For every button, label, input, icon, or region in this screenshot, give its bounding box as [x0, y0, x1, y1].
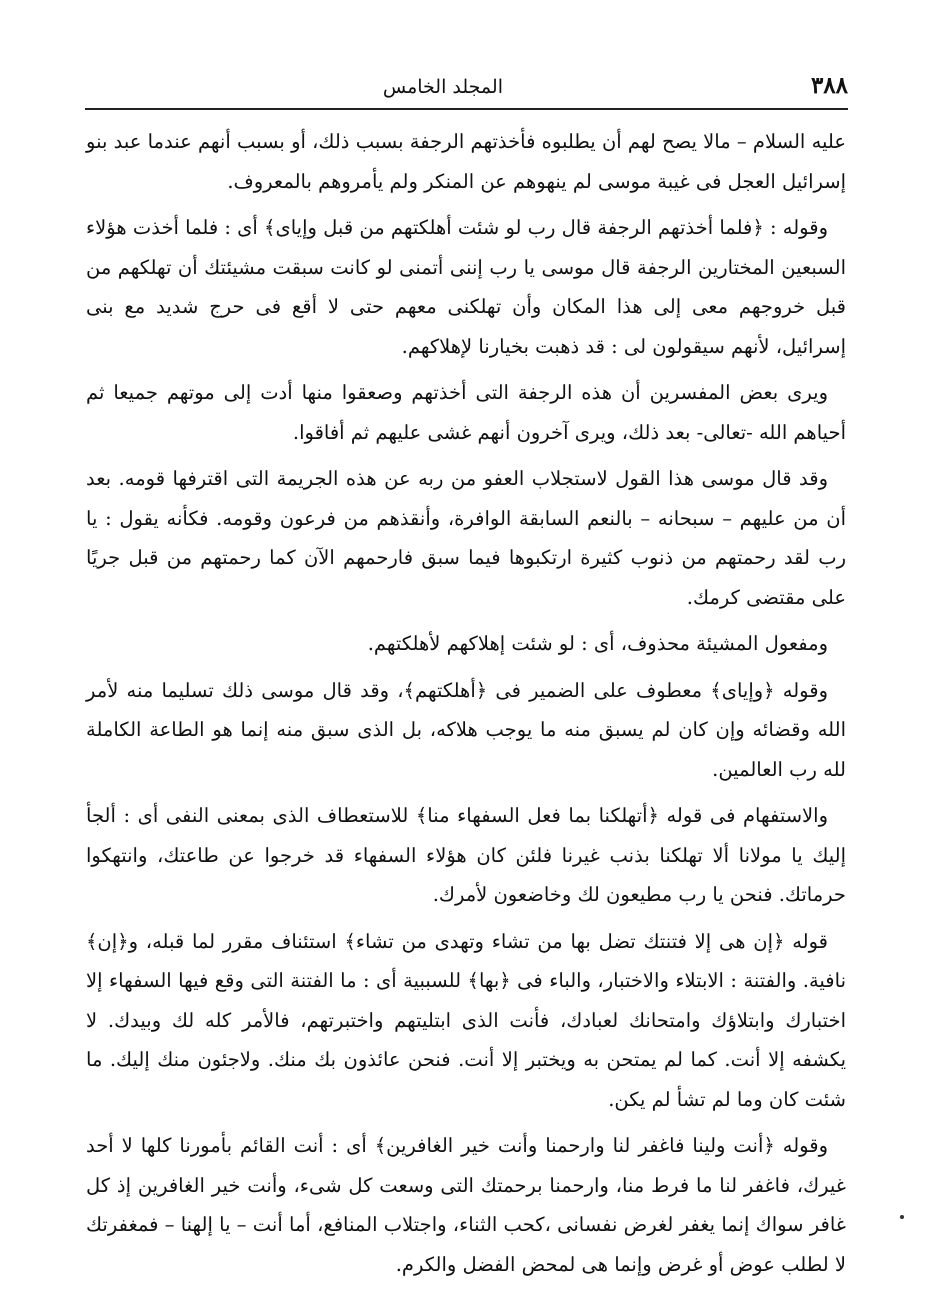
paragraph: ويرى بعض المفسرين أن هذه الرجفة التى أخذتهم وصعقوا منها أدت إلى موتهم جميعا ثم أحياهم الله -تعالى- بعد ذلك، ويرى آخرون أنهم غشى عليهم ثم أفاقوا. — [86, 381, 846, 444]
page-header — [88, 70, 848, 104]
page-body — [86, 122, 846, 1291]
paragraph: وقوله ﴿أنت ولينا فاغفر لنا وارحمنا وأنت خير الغافرين﴾ أى : أنت القائم بأمورنا كلها لا أحد غيرك، فاغفر لنا ما فرط منا، وارحمنا برحمتك التى وسعت كل شىء، وأنت خير الغافرين إذ كل غافر سواك إنما يغفر لغرض نفسانى ،كحب الثناء، واجتلاب المنافع، أما أنت – يا إلهنا – فمغفرتك لا لطلب عوض أو غرض وإنما هى لمحض الفضل والكرم. — [86, 1134, 846, 1276]
paragraph: وقوله ﴿وإياى﴾ معطوف على الضمير فى ﴿أهلكتهم﴾، وقد قال موسى ذلك تسليما منه لأمر الله وقضائه وإن كان لم يسبق منه ما يوجب هلاكه، بل الذى سبق منه إنما هو الطاعة الكاملة لله رب العالمين. — [86, 678, 846, 781]
paragraph: وقد قال موسى هذا القول لاستجلاب العفو من ربه عن هذه الجريمة التى اقترفها قومه. بعد أن من عليهم – سبحانه – بالنعم السابقة الوافرة، وأنقذهم من فرعون وقومه. فكأنه يقول : يا رب لقد رحمتهم من ذنوب كثيرة ارتكبوها فيما سبق فارحمهم الآن كما رحمتهم من قبل جريًا على مقتضى كرمك. — [86, 467, 846, 609]
margin-dot — [900, 1215, 904, 1219]
paragraph: عليه السلام – مالا يصح لهم أن يطلبوه فأخذتهم الرجفة بسبب ذلك، أو بسبب أنهم عندما عبد بنو إسرائيل العجل فى غيبة موسى لم ينهوهم عن المنكر ولم يأمروهم بالمعروف. — [86, 130, 846, 193]
paragraph: قوله ﴿إن هى إلا فتنتك تضل بها من تشاء وتهدى من تشاء﴾ استئناف مقرر لما قبله، و﴿إن﴾ نافية. والفتنة : الابتلاء والاختبار، والباء فى ﴿بها﴾ للسببية أى : ما الفتنة التى وقع فيها السفهاء إلا اختبارك وابتلاؤك وامتحانك لعبادك، فأنت الذى ابتليتهم واختبرتهم، فالأمر كله لك وبيدك. لا يكشفه إلا أنت. كما لم يمتحن به ويختبر إلا أنت. فنحن عائذون بك منك. ولاجئون منك إليك. ما شئت كان وما لم تشأ لم يكن. — [86, 929, 846, 1111]
paragraph: والاستفهام فى قوله ﴿أتهلكنا بما فعل السفهاء منا﴾ للاستعطاف الذى بمعنى النفى أى : ألجأ إليك يا مولانا ألا تهلكنا بذنب غيرنا فلئن كان هؤلاء السفهاء قد خرجوا عن طاعتك، وانتهكوا حرماتك. فنحن يا رب مطيعون لك وخاضعون لأمرك. — [86, 804, 846, 906]
paragraph: وقوله : ﴿فلما أخذتهم الرجفة قال رب لو شئت أهلكتهم من قبل وإياى﴾ أى : فلما أخذت هؤلاء السبعين المختارين الرجفة قال موسى يا رب إننى أتمنى لو كانت سبقت مشيئتك أن تهلكهم من قبل خروجهم معى إلى هذا المكان وأن تهلكنى معهم حتى لا أقع فى حرج شديد مع بنى إسرائيل، لأنهم سيقولون لى : قد ذهبت بخيارنا لإهلاكهم. — [86, 216, 846, 358]
paragraph: ومفعول المشيئة محذوف، أى : لو شئت إهلاكهم لأهلكتهم. — [367, 632, 828, 655]
header-rule — [85, 108, 848, 110]
page-number: ٣٨٨ — [810, 72, 848, 99]
running-title: المجلد الخامس — [382, 76, 503, 98]
